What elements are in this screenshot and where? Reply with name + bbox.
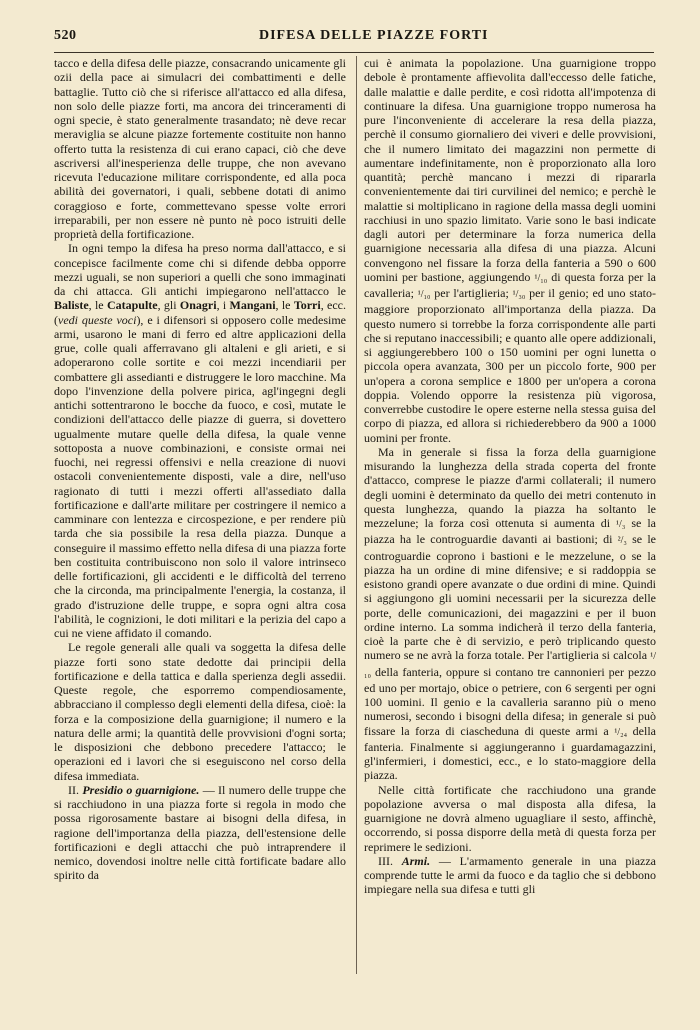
paragraph <box>364 56 656 445</box>
running-title: DIFESA DELLE PIAZZE FORTI <box>259 28 489 43</box>
term-torri: Torri <box>293 298 321 313</box>
text-run: , le <box>88 298 107 313</box>
column-divider <box>356 56 357 974</box>
text-run: ), e i difensori si opposero colle medesime armi, usarono le mani di ferro ed altre applicazioni della grue, colle quali afferravano gli altaleni e gli arieti, e si adoperarono colle sortite e coi mezzi incendiarii per combattere gli assedianti e distruggere le loro macchine. Ma dopo l'invenzione della polvere pirica, agl'ingegni degli antichi sottentrarono le bocche da fuoco, e così, mutate le condizioni dell'attacco delle piazze di guerra, si dovettero ugualmente mutare quelle della difesa, la quale venne sottoposta a nuove combinazioni, e consiste ormai nei fuochi, nei regressi offensivi e nella creazione di nuovi ostacoli convenientemente disposti, vale a dire, nell'uso ragionato di tutti i mezzi offerti all'assediato dalla fortificazione e dall'arte militare per costringere il nemico a camminare con lentezza e circospezione, e per rendere più tarda che sia possibile la resa della piazza. Dunque a conseguire il massimo effetto nella difesa di una piazza forte ben costituita contribuiscono non solo il valore intrinseco delle fortificazioni, gli accidenti e le difficoltà del terreno che la circonda, ma principalmente l'energia, la costanza, il grado d'istruzione delle truppe, e sopra ogni altra cosa l'abilità, le cognizioni, le doti militari e la perizia del capo a cui ne viene affidato il comando. <box>54 312 346 640</box>
term-mangani: Mangani <box>229 298 276 313</box>
section-paragraph <box>364 854 656 897</box>
fraction: ¹/₃ <box>616 519 626 530</box>
paragraph: Le regole generali alle quali va soggetta la difesa delle piazze forti sono state dedotte dai principii della fortificazione e della tattica e dalla sperienza degli assedii. Queste regole, che esporremo compendiosamente, abbracciano il complesso degli elementi della difesa, cioè: la forza e la composizione della guarnigione; il numero e la natura delle armi; la quantità delle provvisioni d'ogni sorta; le disposizioni che debbono precedere l'attacco; le operazioni ed i lavori che si eseguiscono nel corso della difesa immediata. <box>54 640 346 783</box>
right-column <box>364 56 656 1018</box>
fraction: ¹/₁₀ <box>364 651 656 679</box>
fraction: ¹/₁₀ <box>417 289 431 300</box>
left-column <box>54 56 346 1018</box>
fraction: ¹/₁₀ <box>534 272 548 284</box>
section-title: Armi. <box>401 853 431 868</box>
text-run: della fanteria, oppure si contano tre cannonieri per pezzo ed uno per mortajo, obice o petriere, con 6 sergenti per ogni 100 uomini. Il genio e la cavalleria saranno più o meno numerosi, secondo i bisogni della difesa; in generale si può fissare la forza di ciascheduna di queste armi a <box>364 664 656 738</box>
term-baliste: Baliste <box>54 298 89 313</box>
text-run: , i <box>216 298 230 313</box>
paragraph <box>54 241 346 640</box>
paragraph <box>364 445 656 783</box>
text-run: cui è animata la popolazione. Una guarnigione troppo debole è prontamente affievolita dall'eccesso delle fatiche, dalle malattie e dalle perdite, e così ridotta all'impotenza di continuare la difesa. Una guarnigione troppo numerosa ha pure l'inconveniente di accelerare la resa della piazza, perchè il consumo giornaliero dei viveri e delle provvisioni, che il numero limitato dei magazzini non permette di aumentare indefinitamente, non è proporzionato alla loro quantità; perchè mancano i mezzi di ripararla convenientemente dai tiri curvilinei del nemico; e perchè le malattie si moltiplicano in ragione della massa degli uomini racchiusi in uno spazio limitato. Varie sono le basi indicate dagli autori per determinare la forza numerica della guarnigione necessaria alla difesa di una piazza. Alcuni convengono nel fissare la forza della fanteria a 590 o 600 uomini per bastione, aggiungendo <box>364 56 656 284</box>
paragraph: Nelle città fortificate che racchiudono una grande popolazione avversa o mal disposta alla difesa, la guarnigione ne dovrà almeno uguagliare il sesto, affinchè, occorrendo, si possa disporre della metà di questa forza per reprimere le sedizioni. <box>364 782 656 854</box>
term-onagri: Onagri <box>179 298 217 313</box>
term-catapulte: Catapulte <box>106 298 158 313</box>
text-run: , gli <box>157 298 180 313</box>
text-run: , ecc. ( <box>54 298 346 327</box>
cross-reference: vedi queste voci <box>58 312 137 327</box>
fraction: ¹/₃₀ <box>512 289 526 300</box>
text-run: se le controguardie coprono i bastioni e le mezzelune, o se la piazza ha un ordine di mine difensive; e si raddoppia se esistono grandi opere avanzate o due ordini di mine. Quindi si aggiungono gli uomini necessarii per la sicurezza delle porte, delle comunicazioni, dei magazzini e per il buon ordine interno. La somma indicherà il terzo della fanteria, cioè la parte che è di servizio, e però triplicando questo numero se ne avrà la forza totale. Per l'artiglieria si calcola <box>364 532 656 663</box>
fraction: ¹/₂₄ <box>614 726 628 738</box>
section-paragraph <box>54 783 346 883</box>
page-number: 520 <box>54 28 77 43</box>
fraction: ²/₃ <box>617 535 627 547</box>
text-run: , le <box>275 298 294 313</box>
text-run: se la piazza ha le controguardie davanti ai bastioni; di <box>364 516 656 547</box>
section-number: III. <box>378 853 393 868</box>
paragraph: tacco e della difesa delle piazze, consacrando unicamente gli ozii della pace ai simulacri dei combattimenti e delle battaglie. Tutto ciò che si riferisce all'attacco ed alla difesa, non solo delle piazze forti, ma ancora dei trinceramenti di ogni specie, è stato generalmente trasandato; nè deve recar meraviglia se alcune piazze fortemente costituite non hanno offerto tutta la resistenza di cui erano capaci, ciò che deve ascriversi all'inesperienza delle truppe, che non avevano ricevuta l'educazione militare corrispondente, ed alla poca abilità dei governatori, i quali, sebbene dotati di animo coraggioso e forte, commettevano spesse volte errori irreparabili, per non essere nè punto nè poco istruiti delle proprietà della fortificazione. <box>54 56 346 241</box>
section-number: II. <box>68 782 79 797</box>
text-run: In ogni tempo la difesa ha preso norma dall'attacco, e si concepisce facilmente come chi si difende debba opporre mezzi uguali, se non superiori a quelli che sono immaginati da chi attacca. Gli antichi impiegarono nell'attacco le <box>54 241 346 298</box>
text-run: per il genio; ed uno stato-maggiore proporzionato all'importanza della piazza. Da questo numero si torrebbe la forza corrispondente alle parti che si reputano inaccessibili; e quanto alle opere addizionali, si aggiungerebbero 100 o 150 uomini per ogni lunetta o piccola opera avanzata, 300 per un piccolo forte, 900 per un'opera a corona semplice e 1800 per un'opera a corona doppia. Volendo opporre la resistenza più vigorosa, converrebbe custodire le opere esterne nella stessa guisa del corpo di piazza, ed allora si richiederebbero da 900 a 1000 uomini per fronte. <box>364 286 656 445</box>
text-run: per l'artiglieria; <box>430 286 513 300</box>
text-run: della fanteria. Finalmente si aggiungeranno i guardamagazzini, gl'infermieri, i domestici, ecc., e lo stato-maggiore della piazza. <box>364 723 656 783</box>
text-run: — Il numero delle truppe che si racchiudono in una piazza forte si regola in modo che possa rigorosamente bastare ai bisogni della difesa, in ragione dell'importanza della piazza, dell'estensione delle fortificazioni e degli attacchi che può intraprendere il nemico, dovendosi inoltre nelle città fortificate badare allo spirito da <box>54 782 346 883</box>
page-header <box>54 22 654 53</box>
text-run: — L'armamento generale in una piazza comprende tutte le armi da fuoco e da taglio che si debbono impiegare nella sua difesa e tutti gli <box>364 853 656 897</box>
section-title: Presidio o guarnigione. <box>82 782 200 797</box>
text-run: di questa forza per la cavalleria; <box>364 269 656 300</box>
text-run: Ma in generale si fissa la forza della guarnigione misurando la lunghezza della strada coperta del fronte d'attacco, comprese le piazze d'armi collaterali; il numero degli uomini è determinato da quello dei metri contenuto in questa lunghezza, quando la piazza ha soltanto le mezzelune; la forza così ottenuta si aumenta di <box>364 444 656 530</box>
